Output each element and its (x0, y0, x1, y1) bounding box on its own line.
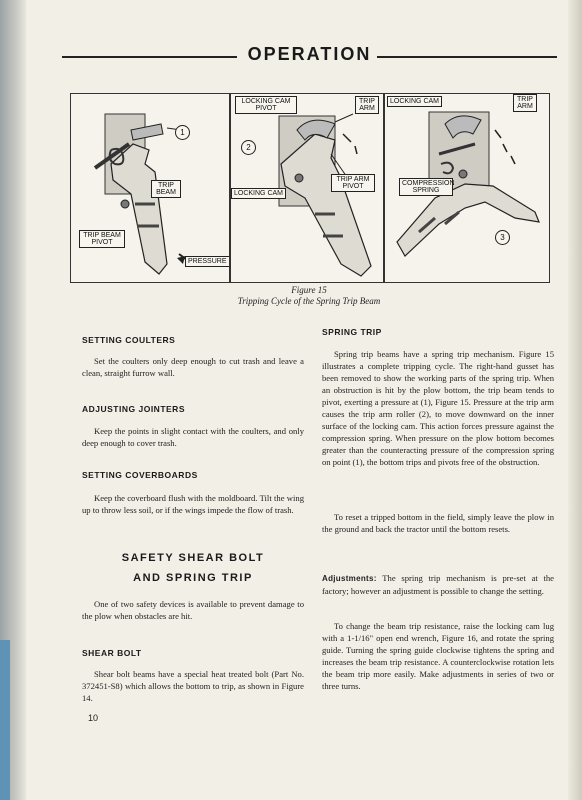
callout-1: 1 (175, 125, 190, 140)
text-adjusting-jointers: Keep the points in slight contact with the coulters, and only deep enough to cover trash. (82, 426, 304, 448)
text-adjustments (322, 572, 554, 597)
label-locking-cam-pivot: LOCKING CAM PIVOT (235, 96, 297, 114)
page-number: 10 (88, 713, 99, 723)
text-beam-trip-resistance: To change the beam trip resistance, raise the locking cam lug with a 1-1/16" open end wrench, Figure 16, and rotate the spring guide. Turning the spring guide clockwise tightens the spring and increases the beam trip resistance. A counterclockwise rotation lets the beam trip more easily. Make adjustments in series of two or three turns. (322, 621, 554, 691)
adjustments-label: Adjustments: (322, 574, 377, 583)
text-spring-trip-1: Spring trip beams have a spring trip mechanism. Figure 15 illustrates a complete tripping cycle. The right-hand gusset has been removed to show the working parts of the spring trip. When an obstruction is hit by the plow bottom, the trip beam tends to pivot, exerting a pressure at (1), Figure 15. Pressure at the trip arm causes the trip arm roller (2), to move downward on the inner surface of the locking cam. This action forces pressure against the compression spring. When pressure on the plow bottom becomes greater than the counteracting pressure of the compression spring on point (1), the bottom trips and pivots free of the obstruction. (322, 349, 554, 467)
adjustments-body: The spring trip mechanism is pre-set at the factory; however an adjustment is possible to change the setting. (322, 573, 554, 596)
heading-setting-coverboards: SETTING COVERBOARDS (82, 470, 198, 480)
label-locking-cam: LOCKING CAM (231, 188, 286, 199)
label-trip-arm: TRIP ARM (355, 96, 379, 114)
text-spring-trip-2: To reset a tripped bottom in the field, simply leave the plow in the ground and back the tractor until the bottom resets. (322, 512, 554, 534)
label-trip-arm-pivot: TRIP ARM PIVOT (331, 174, 375, 192)
page-title-text: OPERATION (242, 44, 378, 64)
label-trip-beam-pivot: TRIP BEAM PIVOT (79, 230, 125, 248)
label-pressure: PRESSURE (185, 256, 230, 267)
binding-edge (0, 640, 10, 800)
page-title (62, 44, 557, 65)
label-compression-spring: COMPRESSION SPRING (399, 178, 453, 196)
page-header (62, 44, 557, 68)
heading-adjusting-jointers: ADJUSTING JOINTERS (82, 404, 185, 414)
heading-spring-trip: SPRING TRIP (322, 327, 382, 337)
heading-safety-shear-bolt: SAFETY SHEAR BOLT (121, 552, 265, 564)
figure-panel-2 (231, 94, 383, 282)
label-trip-arm-panel-3: TRIP ARM (513, 94, 537, 112)
heading-shear-bolt: SHEAR BOLT (82, 648, 142, 658)
figure-panel-1 (71, 94, 229, 282)
callout-3: 3 (495, 230, 510, 245)
heading-setting-coulters: SETTING COULTERS (82, 335, 176, 345)
text-shear-bolt: Shear bolt beams have a special heat treated bolt (Part No. 372451-S8) which allows the bottom to trip, as shown in Figure 14. (82, 669, 304, 703)
label-trip-beam: TRIP BEAM (151, 180, 181, 198)
figure-panel-3 (385, 94, 549, 282)
text-safety-devices: One of two safety devices is available to prevent damage to the plow when obstacles are hit. (82, 599, 304, 621)
text-setting-coverboards: Keep the coverboard flush with the moldboard. Tilt the wing up to throw less soil, or if the wings impede the flow of trash. (82, 493, 304, 515)
figure-caption-number: Figure 15 (291, 285, 327, 295)
text-setting-coulters: Set the coulters only deep enough to cut trash and leave a clean, straight furrow wall. (82, 356, 304, 378)
label-locking-cam-panel-3: LOCKING CAM (387, 96, 442, 107)
heading-and-spring-trip: AND SPRING TRIP (133, 572, 253, 584)
mechanism-drawing-1 (71, 94, 229, 282)
figure-15 (70, 93, 550, 283)
figure-caption-title: Tripping Cycle of the Spring Trip Beam (237, 296, 381, 306)
callout-2: 2 (241, 140, 256, 155)
page-edge (568, 0, 582, 800)
